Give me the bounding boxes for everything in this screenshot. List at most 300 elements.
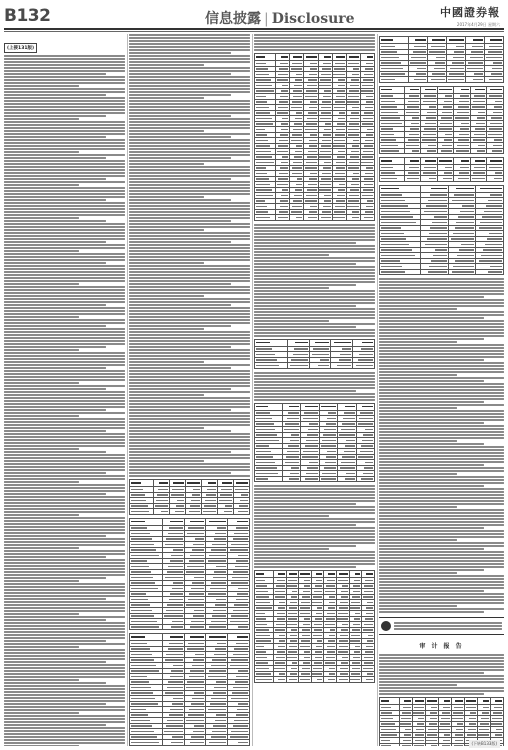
text-line xyxy=(129,199,231,201)
text-line xyxy=(4,364,125,366)
text-line xyxy=(4,202,125,204)
text-line xyxy=(379,485,484,487)
table-cell xyxy=(421,185,449,192)
text-line xyxy=(129,250,250,252)
table-cell xyxy=(487,148,504,154)
text-line xyxy=(129,382,250,384)
text-line xyxy=(379,365,504,367)
table-cell xyxy=(287,363,309,369)
text-line xyxy=(129,271,250,273)
text-line xyxy=(379,377,504,379)
text-line xyxy=(4,79,125,81)
table-cell xyxy=(476,269,504,275)
text-line xyxy=(394,622,502,624)
text-line xyxy=(129,427,204,429)
text-line xyxy=(129,262,204,264)
text-line xyxy=(4,298,125,300)
text-line xyxy=(379,669,504,671)
table-cell xyxy=(338,476,356,482)
text-line xyxy=(4,607,125,609)
text-line xyxy=(379,422,484,424)
table-cell xyxy=(451,743,464,746)
table-cell xyxy=(324,677,337,683)
text-line xyxy=(379,681,504,683)
text-line xyxy=(379,407,457,409)
table-cell xyxy=(255,215,276,221)
text-line xyxy=(254,43,375,45)
text-line xyxy=(4,622,125,624)
text-line xyxy=(4,154,125,156)
text-line xyxy=(129,223,250,225)
column-1 xyxy=(4,34,125,746)
table-cell xyxy=(309,339,331,346)
text-line xyxy=(4,223,125,225)
text-line xyxy=(4,505,125,507)
text-line xyxy=(129,325,231,327)
text-line xyxy=(129,52,231,54)
text-line xyxy=(129,421,250,423)
text-line xyxy=(4,568,125,570)
text-line xyxy=(4,565,125,567)
section-title-en: Disclosure xyxy=(271,11,355,27)
text-line xyxy=(129,379,250,381)
text-line xyxy=(4,529,125,531)
text-line xyxy=(4,619,106,621)
text-line xyxy=(129,385,250,387)
table-cell xyxy=(162,518,184,525)
continued-on-note: (下转B133版) xyxy=(469,740,501,748)
text-line xyxy=(4,490,125,492)
text-line xyxy=(4,475,125,477)
text-line xyxy=(4,112,125,114)
text-line xyxy=(129,391,250,393)
table-row xyxy=(255,476,375,482)
text-line xyxy=(4,343,125,345)
table-cell xyxy=(346,215,360,221)
table-cell xyxy=(477,698,490,705)
data-table xyxy=(254,53,375,221)
text-line xyxy=(4,514,79,516)
table-header-row xyxy=(130,634,250,641)
table-cell xyxy=(202,509,218,515)
body-text xyxy=(379,654,504,695)
table-cell xyxy=(337,571,350,578)
text-line xyxy=(129,472,231,474)
text-line xyxy=(4,664,125,666)
text-line xyxy=(129,196,204,198)
text-line xyxy=(254,563,375,565)
text-line xyxy=(379,350,504,352)
text-line xyxy=(379,611,484,613)
text-line xyxy=(4,544,125,546)
text-line xyxy=(379,663,504,665)
text-line xyxy=(129,268,250,270)
text-line xyxy=(4,229,125,231)
table-cell xyxy=(282,476,300,482)
table-cell xyxy=(255,339,288,346)
text-line xyxy=(379,311,504,313)
text-line xyxy=(379,380,484,382)
text-line xyxy=(4,145,125,147)
text-line xyxy=(4,346,106,348)
text-line xyxy=(129,139,250,141)
text-line xyxy=(4,286,125,288)
text-line xyxy=(379,443,484,445)
table-cell xyxy=(484,37,503,44)
table-cell xyxy=(349,677,362,683)
text-line xyxy=(129,403,250,405)
table-cell xyxy=(206,745,228,746)
text-line xyxy=(4,268,125,270)
text-line xyxy=(4,310,125,312)
text-line xyxy=(129,454,250,456)
text-line xyxy=(4,241,106,243)
text-line xyxy=(129,370,250,372)
text-line xyxy=(129,118,250,120)
table-cell xyxy=(228,745,250,746)
body-text xyxy=(254,485,375,568)
text-line xyxy=(379,584,504,586)
text-line xyxy=(379,425,504,427)
text-line xyxy=(129,202,250,204)
text-line xyxy=(4,133,125,135)
text-line xyxy=(4,94,106,96)
table-cell xyxy=(470,86,487,93)
text-line xyxy=(254,284,356,286)
text-line xyxy=(379,431,504,433)
text-line xyxy=(129,298,250,300)
text-line xyxy=(4,550,125,552)
text-line xyxy=(4,58,125,60)
table-cell xyxy=(184,745,206,746)
text-line xyxy=(129,193,250,195)
text-line xyxy=(129,76,250,78)
text-line xyxy=(379,572,457,574)
text-line xyxy=(129,349,250,351)
text-line xyxy=(254,551,375,553)
text-line xyxy=(379,521,504,523)
text-line xyxy=(4,205,125,207)
text-line xyxy=(4,658,125,660)
text-line xyxy=(254,281,375,283)
text-line xyxy=(4,325,106,327)
table-cell xyxy=(309,363,331,369)
text-line xyxy=(4,238,125,240)
text-line xyxy=(129,412,250,414)
text-line xyxy=(379,293,504,295)
text-line xyxy=(4,712,79,714)
text-line xyxy=(129,247,250,249)
data-table xyxy=(254,403,375,483)
text-line xyxy=(129,280,250,282)
text-line xyxy=(379,389,504,391)
text-line xyxy=(379,590,484,592)
text-line xyxy=(129,79,250,81)
text-line xyxy=(129,88,250,90)
text-line xyxy=(254,260,375,262)
text-line xyxy=(254,227,375,229)
text-line xyxy=(129,205,250,207)
text-line xyxy=(129,178,231,180)
body-text xyxy=(254,34,375,51)
text-line xyxy=(4,262,106,264)
text-line xyxy=(129,277,250,279)
text-line xyxy=(254,381,375,383)
table-header-row xyxy=(130,518,250,525)
table-cell xyxy=(255,677,274,683)
text-line xyxy=(254,290,375,292)
text-line xyxy=(4,721,125,723)
table-cell xyxy=(228,624,250,630)
table-cell xyxy=(404,176,421,182)
table-cell xyxy=(438,698,451,705)
text-line xyxy=(129,400,250,402)
text-line xyxy=(254,533,375,535)
text-line xyxy=(129,409,231,411)
text-line xyxy=(4,697,125,699)
text-line xyxy=(379,335,504,337)
text-line xyxy=(379,569,484,571)
text-line xyxy=(4,100,125,102)
text-line xyxy=(4,643,125,645)
text-line xyxy=(4,649,125,651)
text-line xyxy=(4,520,125,522)
text-line xyxy=(129,97,204,99)
text-line xyxy=(4,706,125,708)
text-line xyxy=(4,553,125,555)
text-line xyxy=(4,502,125,504)
text-line xyxy=(379,509,504,511)
text-line xyxy=(379,302,504,304)
table-cell xyxy=(130,634,163,641)
text-line xyxy=(129,109,250,111)
table-cell xyxy=(324,571,337,578)
text-line xyxy=(4,688,125,690)
text-line xyxy=(379,596,504,598)
text-line xyxy=(129,274,250,276)
data-table xyxy=(129,633,250,746)
text-line xyxy=(379,605,457,607)
table-cell xyxy=(454,148,471,154)
text-line xyxy=(254,34,375,36)
table-cell xyxy=(162,624,184,630)
text-line xyxy=(129,214,250,216)
text-line xyxy=(4,130,125,132)
body-text xyxy=(379,278,504,613)
table-cell xyxy=(301,476,319,482)
table-cell xyxy=(206,624,228,630)
text-line xyxy=(379,413,504,415)
text-line xyxy=(4,142,125,144)
text-line xyxy=(379,296,484,298)
text-line xyxy=(129,316,250,318)
text-line xyxy=(4,511,125,513)
table-cell xyxy=(353,339,375,346)
text-line xyxy=(254,230,375,232)
text-line xyxy=(4,730,125,732)
text-line xyxy=(129,64,204,66)
text-line xyxy=(379,608,504,610)
text-line xyxy=(4,451,106,453)
text-line xyxy=(4,295,125,297)
text-line xyxy=(254,272,375,274)
text-line xyxy=(4,715,125,717)
table-cell xyxy=(276,215,290,221)
text-line xyxy=(4,430,106,432)
text-line xyxy=(379,467,504,469)
text-line xyxy=(4,388,106,390)
text-line xyxy=(129,319,250,321)
text-line xyxy=(4,586,125,588)
column-divider xyxy=(127,34,128,746)
text-line xyxy=(129,256,250,258)
text-line xyxy=(379,284,504,286)
text-line xyxy=(4,526,125,528)
table-cell xyxy=(446,37,465,44)
text-line xyxy=(129,253,250,255)
text-line xyxy=(4,589,125,591)
table-cell xyxy=(273,677,286,683)
table-cell xyxy=(437,86,454,93)
table-cell xyxy=(332,54,346,61)
text-line xyxy=(4,745,79,746)
table-cell xyxy=(421,269,449,275)
table-row xyxy=(255,363,375,369)
data-table xyxy=(254,339,375,369)
text-line xyxy=(4,403,125,405)
text-line xyxy=(379,494,504,496)
text-line xyxy=(129,115,231,117)
text-line xyxy=(4,277,125,279)
text-line xyxy=(4,385,125,387)
text-line xyxy=(4,163,125,165)
text-line xyxy=(129,91,250,93)
text-line xyxy=(4,280,125,282)
text-line xyxy=(254,257,375,259)
column-2 xyxy=(129,34,250,746)
text-line xyxy=(4,274,125,276)
text-line xyxy=(4,172,125,174)
table-row xyxy=(380,269,504,275)
text-line xyxy=(129,361,204,363)
table-cell xyxy=(404,158,421,165)
text-line xyxy=(129,163,204,165)
text-line xyxy=(379,305,504,307)
text-line xyxy=(254,329,375,331)
text-line xyxy=(254,49,375,51)
text-line xyxy=(379,684,457,686)
column-divider xyxy=(377,34,378,746)
text-line xyxy=(129,106,250,108)
text-line xyxy=(129,49,250,51)
text-line xyxy=(379,599,504,601)
table-cell xyxy=(487,158,504,165)
section-title-cn: 信息披露 xyxy=(205,11,261,27)
text-line xyxy=(129,241,231,243)
text-line xyxy=(129,328,204,330)
text-line xyxy=(379,383,504,385)
text-line xyxy=(379,461,504,463)
text-line xyxy=(4,115,106,117)
text-line xyxy=(254,399,375,401)
text-line xyxy=(4,244,125,246)
text-line xyxy=(4,352,125,354)
table-cell xyxy=(311,677,324,683)
table-cell xyxy=(290,54,304,61)
text-line xyxy=(254,521,375,523)
text-line xyxy=(4,574,125,576)
text-line xyxy=(4,64,125,66)
text-line xyxy=(129,313,250,315)
table-cell xyxy=(228,518,250,525)
text-line xyxy=(4,331,125,333)
text-line xyxy=(4,319,125,321)
text-line xyxy=(129,322,250,324)
text-line xyxy=(4,97,125,99)
section-title xyxy=(205,8,355,28)
text-line xyxy=(379,560,504,562)
table-header-row xyxy=(380,37,504,44)
table-cell xyxy=(331,339,353,346)
table-cell xyxy=(487,86,504,93)
text-line xyxy=(379,437,504,439)
text-line xyxy=(379,440,457,442)
text-line xyxy=(4,571,125,573)
text-line xyxy=(4,508,125,510)
table-cell xyxy=(356,476,375,482)
text-line xyxy=(379,341,457,343)
table-cell xyxy=(454,176,471,182)
text-line xyxy=(129,304,231,306)
table-cell xyxy=(380,743,400,746)
table-cell xyxy=(299,571,312,578)
text-line xyxy=(4,733,125,735)
text-line xyxy=(4,739,125,741)
text-line xyxy=(4,103,125,105)
table-cell xyxy=(170,509,186,515)
text-line xyxy=(4,235,125,237)
text-line xyxy=(129,142,250,144)
text-line xyxy=(254,545,356,547)
text-line xyxy=(4,373,125,375)
text-line xyxy=(4,190,125,192)
text-line xyxy=(379,356,504,358)
text-line xyxy=(4,463,125,465)
auditor-seal-icon xyxy=(381,621,391,631)
text-line xyxy=(129,148,250,150)
text-line xyxy=(379,581,504,583)
table-cell xyxy=(470,148,487,154)
text-line xyxy=(129,190,250,192)
text-line xyxy=(129,334,250,336)
text-line xyxy=(129,457,250,459)
text-line xyxy=(4,439,125,441)
text-line xyxy=(379,410,504,412)
table-cell xyxy=(464,698,477,705)
text-line xyxy=(129,145,250,147)
text-line xyxy=(254,494,375,496)
table-cell xyxy=(332,215,346,221)
text-line xyxy=(379,347,504,349)
text-line xyxy=(254,308,375,310)
data-table xyxy=(129,518,250,631)
text-line xyxy=(4,670,125,672)
text-line xyxy=(379,344,504,346)
text-line xyxy=(379,314,504,316)
text-line xyxy=(4,415,79,417)
text-line xyxy=(379,524,504,526)
table-cell xyxy=(425,698,438,705)
